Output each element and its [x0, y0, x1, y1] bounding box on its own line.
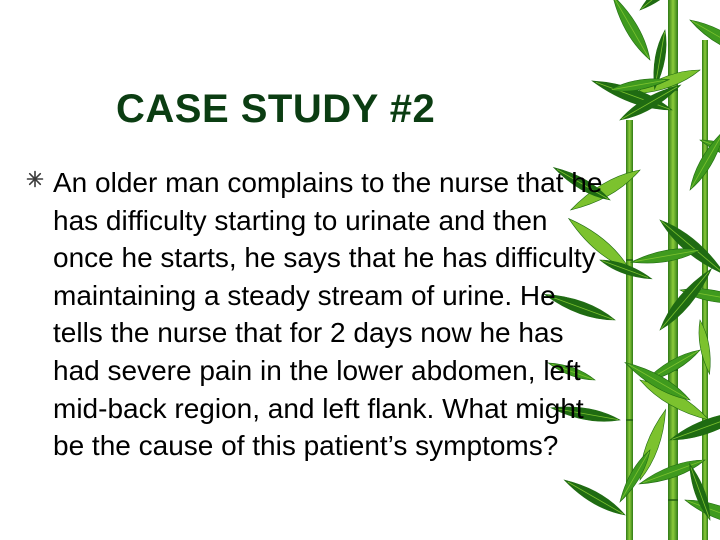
bamboo-leaf-vein [568, 482, 623, 514]
slide-title: CASE STUDY #2 [116, 87, 436, 131]
case-study-text: An older man complains to the nurse that he has difficulty starting to urinate and then once he starts, he says that he has difficulty maintaining a steady stream of urine. He tells the nurse that for 2 days now he has had severe pain in the lower abdomen, left mid-back region, and left flank. What might be the cause of this patient’s symptoms? [53, 167, 603, 462]
asterisk-bullet-icon [26, 170, 44, 188]
bamboo-leaf [636, 0, 697, 14]
bamboo-leaf [607, 0, 655, 63]
